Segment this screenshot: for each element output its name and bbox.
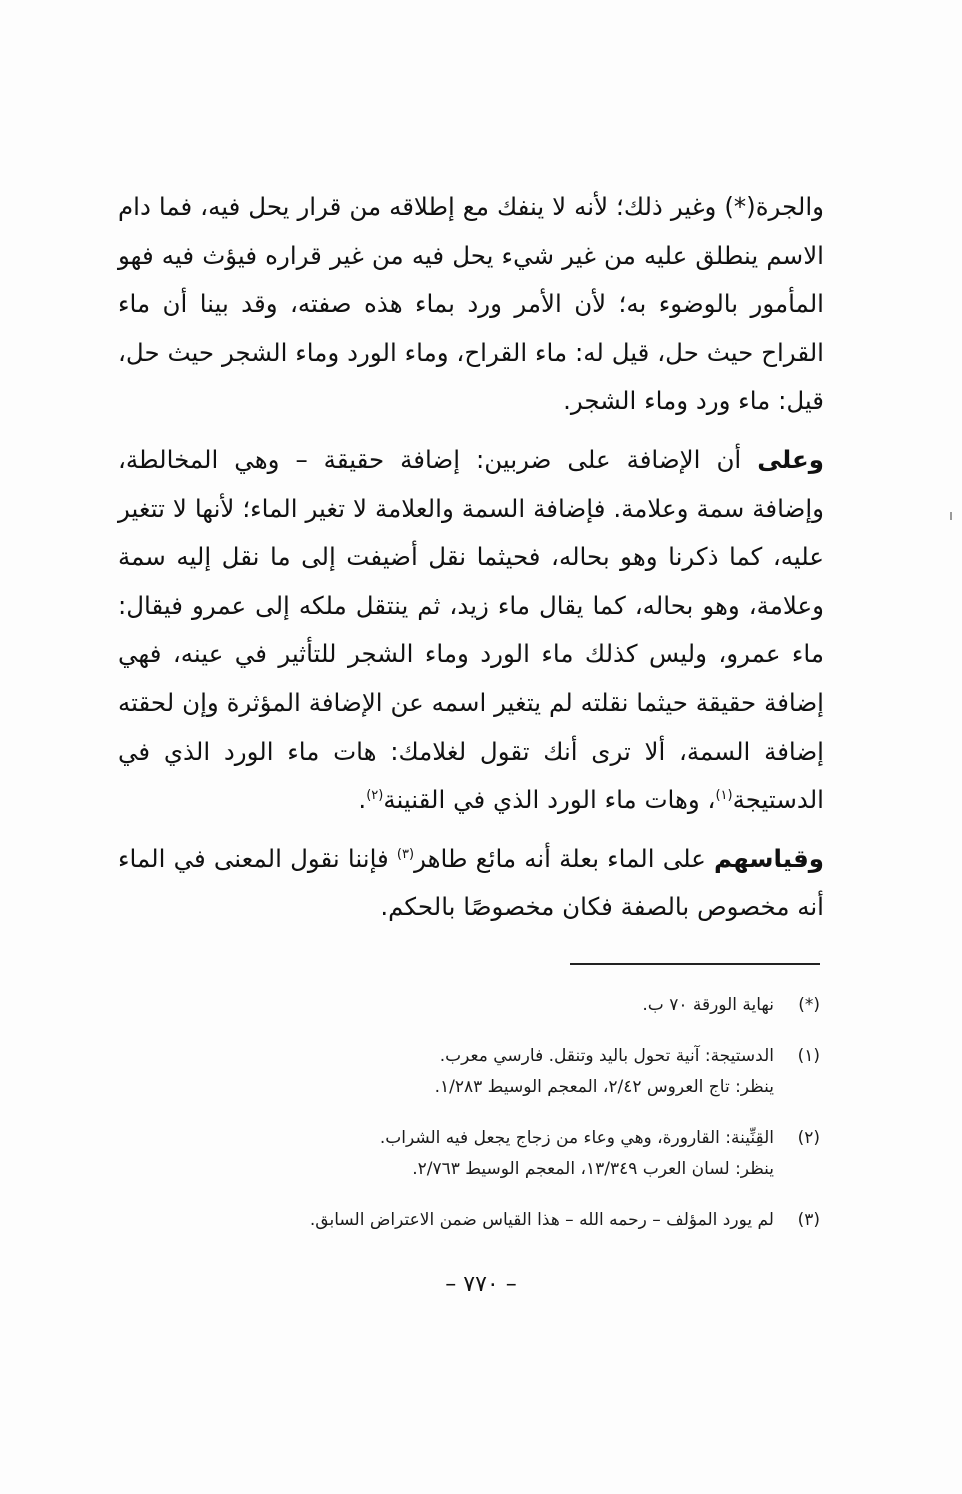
- footnote-ref-3[interactable]: (٣): [396, 846, 415, 862]
- footnote-star: [150, 990, 820, 1021]
- footnote-line: القِنِّينة: القارورة، وهي وعاء من زجاج يجعل فيه الشراب.: [379, 1128, 774, 1148]
- footnotes: [150, 990, 820, 1256]
- page-number: – ٧٧٠ –: [445, 1272, 517, 1297]
- footnote-line: لم يورد المؤلف – رحمه الله – هذا القياس ضمن الاعتراض السابق.: [309, 1210, 774, 1230]
- footnote-ref-2[interactable]: (٢): [366, 787, 384, 803]
- footnote-3: [150, 1205, 820, 1236]
- footnote-line: نهاية الورقة ٧٠ ب.: [642, 995, 774, 1015]
- footnote-marker: (٣): [797, 1210, 820, 1230]
- footnote-separator: [570, 963, 820, 965]
- paragraph-2: [118, 436, 824, 825]
- footnote-2: [150, 1123, 820, 1185]
- main-text: [118, 183, 824, 942]
- paragraph-3: [118, 835, 824, 932]
- paragraph-2-lead-word: وعلى: [757, 444, 824, 474]
- paragraph-3-text-a: على الماء بعلة أنه مائع طاهر: [414, 843, 706, 873]
- footnote-line: ينظر: تاج العروس ٢/٤٢، المعجم الوسيط ١/٢٨٣.: [434, 1077, 774, 1097]
- footnote-ref-1[interactable]: (١): [715, 787, 733, 803]
- paragraph-1: [118, 183, 824, 426]
- footnote-line: ينظر: لسان العرب ١٣/٣٤٩، المعجم الوسيط ٢/٧٦٣.: [412, 1159, 774, 1179]
- scan-artifact: [950, 512, 952, 520]
- paragraph-3-lead-word: وقياسهم: [714, 843, 824, 873]
- footnote-body: [150, 990, 774, 1021]
- footnote-marker: (١): [797, 1046, 820, 1066]
- paragraph-2-text: أن الإضافة على ضربين: إضافة حقيقة – وهي المخالطة، وإضافة سمة وعلامة. فإضافة السمة والعلامة لا تغير الماء؛ لأنها لا تتغير عليه، كما ذكرنا وهو بحاله، فحيثما نقل أضيفت إلى ما نقل إليه سمة وعلامة، وهو بحاله، كما يقال ماء زيد، ثم ينتقل ملكه إلى عمرو فيقال: ماء عمرو، وليس كذلك ماء الورد وماء الشجر للتأثير في عينه، فهي إضافة حقيقة حيثما نقلته لم يتغير اسمه عن الإضافة المؤثرة وإن لحقته إضافة السمة، ألا ترى أنك تقول لغلامك: هات ماء الورد الذي في الدستيجة: [118, 444, 824, 815]
- footnote-body: [150, 1205, 774, 1236]
- footnote-line: الدستيجة: آنية تحول باليد وتنقل. فارسي معرب.: [439, 1046, 774, 1066]
- footnote-body: [150, 1041, 774, 1103]
- paragraph-1-text: والجرة(*) وغير ذلك؛ لأنه لا ينفك مع إطلاقه من قرار يحل فيه، فما دام الاسم ينطلق عليه من غير شيء يحل فيه من غير قراره فيؤث فيه فهو المأمور بالوضوء به؛ لأن الأمر ورد بماء هذه صفته، وقد بينا أن ماء القراح حيث حل، قيل له: ماء القراح، وماء الورد وماء الشجر حيث حل، قيل: ماء ورد وماء الشجر.: [118, 192, 824, 416]
- footnote-marker: (*): [798, 995, 820, 1015]
- paragraph-3-text-b: فإننا نقول المعنى في الماء أنه مخصوص بالصفة فكان مخصوصًا بالحكم.: [118, 843, 824, 922]
- paragraph-2-middle: ، وهات ماء الورد الذي في القنينة: [383, 785, 716, 815]
- footnote-body: [150, 1123, 774, 1185]
- footnote-1: [150, 1041, 820, 1103]
- paragraph-2-end: .: [358, 785, 367, 815]
- footnote-marker: (٢): [797, 1128, 820, 1148]
